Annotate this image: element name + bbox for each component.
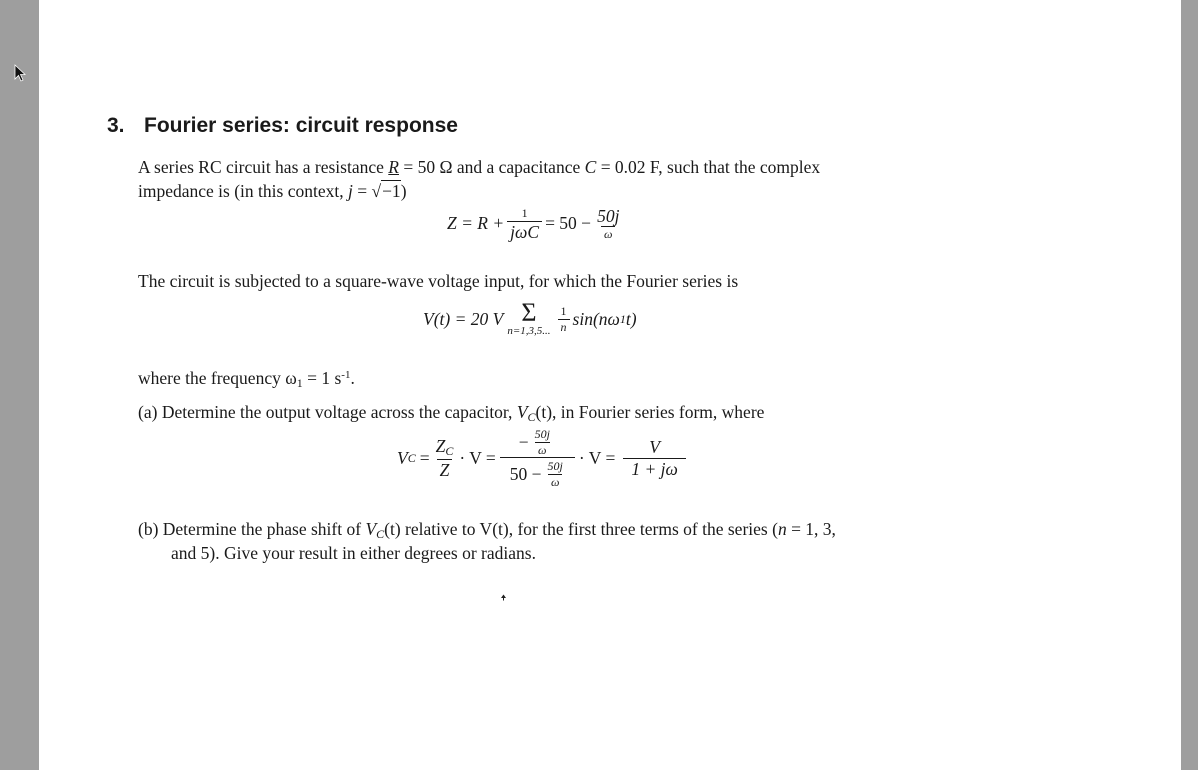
intro-line-2: impedance is (in this context, j = √−1) xyxy=(138,181,407,201)
frequency-line: where the frequency $\omega_1 = 1$ $s^{-1}$. xyxy=(138,368,355,390)
fourier-series-equation: V(t) = 20 V Σ n=1,3,5... $\frac{1}{n}$ sin(nω 1 t) xyxy=(423,298,637,337)
input-description: The circuit is subjected to a square-wave voltage input, for which the Fourier series is xyxy=(138,271,739,291)
part-b-line-1: (b) Determine the phase shift of $V_C(t)$ relative to V(t), for the first three terms of the series (n = 1, 3, xyxy=(138,519,836,541)
problem-number: 3. xyxy=(107,114,125,137)
problem-heading xyxy=(107,114,458,138)
summation: Σ n=1,3,5... xyxy=(507,298,551,337)
impedance-equation: Z = R + $\frac{1}{\text{jωC}}$ = 50 − $\frac{50j}{\omega}$ xyxy=(447,207,625,241)
fraction: $\frac{Z_C}{Z}$ xyxy=(435,436,454,480)
part-b-line-2: and 5). Give your result in either degrees or radians. xyxy=(171,543,536,563)
fraction: $\frac{50j}{\omega}$ xyxy=(597,206,620,242)
problem-title: Fourier series: circuit response xyxy=(144,114,458,137)
fraction: $\frac{1}{\text{jωC}}$ xyxy=(507,207,542,241)
capacitor-voltage-equation: V C = $\frac{Z_C}{Z}$ · V = − $\frac{50j}{\omega}$ 50 − $\frac{50j}{\omega}$ · V = $\frac{V}{1 + j\omega}$ xyxy=(397,428,689,488)
fraction: $\frac{V}{1 + j\omega}$ xyxy=(623,438,686,478)
part-a-text: (a) Determine the output voltage across the capacitor, $V_C(t)$, in Fourier series form, where xyxy=(138,402,765,424)
intro-line-1: A series RC circuit has a resistance R = 50 Ω and a capacitance C = 0.02 F, such that the complex xyxy=(138,157,821,177)
nested-fraction: − $\frac{50j}{\omega}$ 50 − $\frac{50j}{\omega}$ xyxy=(500,428,575,488)
mouse-pointer-icon xyxy=(14,64,28,82)
text-cursor-icon xyxy=(500,594,507,601)
fraction: $\frac{1}{n}$ xyxy=(558,305,570,333)
document-page xyxy=(39,0,1181,770)
